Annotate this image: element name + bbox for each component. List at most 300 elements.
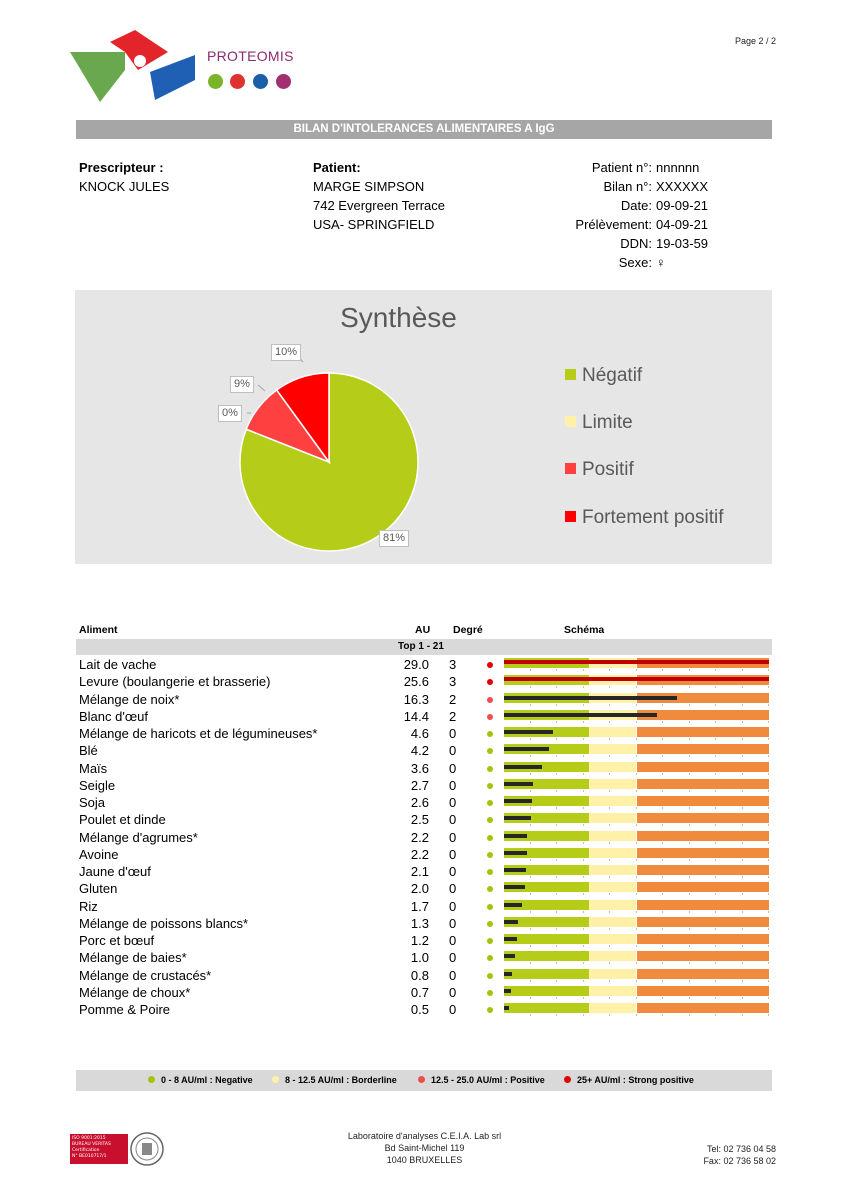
id-value: ♀: [656, 255, 666, 270]
scale-tick: [556, 738, 557, 740]
scale-tick: [556, 1014, 557, 1016]
scale-tick: [768, 686, 769, 688]
scale-tick: [636, 876, 637, 878]
table-row: [79, 949, 772, 966]
degree-value: 2: [449, 708, 457, 724]
lab-city: 1040 BRUXELLES: [386, 1155, 463, 1165]
synthese-chart: [75, 290, 772, 564]
au-value: 3.6: [410, 760, 429, 776]
zone-positive: [637, 796, 770, 806]
scale-tick: [530, 773, 531, 775]
scale-tick: [689, 704, 690, 706]
scale-tick: [583, 824, 584, 826]
scale-tick: [556, 807, 557, 809]
scale-tick: [636, 997, 637, 999]
scale-tick: [768, 911, 769, 913]
value-bar: [504, 972, 512, 976]
scale-tick: [742, 876, 743, 878]
scale-tick: [583, 721, 584, 723]
scale-tick: [530, 704, 531, 706]
scale-tick: [689, 686, 690, 688]
zone-positive: [637, 900, 770, 910]
food-name: Lait de vache: [79, 657, 157, 672]
food-name: Mélange de poissons blancs*: [79, 915, 249, 931]
scale-tick: [742, 980, 743, 982]
pie-leader-line: [258, 385, 265, 391]
status-dot: [487, 679, 493, 685]
status-dot: [487, 869, 493, 875]
zone-positive: [637, 727, 770, 737]
scale-tick: [742, 928, 743, 930]
zone-borderline: [589, 986, 637, 996]
patient-name: MARGE SIMPSON: [313, 179, 425, 194]
scale-tick: [530, 755, 531, 757]
food-name: Mélange d'agrumes*: [79, 829, 198, 845]
scale-tick: [715, 980, 716, 982]
scale-tick: [742, 962, 743, 964]
table-row: [79, 794, 772, 811]
value-bar: [504, 782, 533, 786]
schema-bar: [504, 969, 769, 982]
table-row: [79, 984, 772, 1001]
food-name: Mélange de choux*: [79, 984, 191, 1000]
scale-tick: [530, 738, 531, 740]
food-name: Soja: [79, 795, 106, 810]
scale-tick: [715, 893, 716, 895]
pie-label-positif: 9%: [230, 376, 254, 393]
scale-tick: [662, 980, 663, 982]
zone-borderline: [589, 727, 637, 737]
scale-tick: [742, 755, 743, 757]
scale-tick: [715, 790, 716, 792]
scale-tick: [662, 842, 663, 844]
scale-tick: [768, 842, 769, 844]
scale-tick: [662, 876, 663, 878]
food-name: Blé: [79, 743, 98, 759]
scale-tick: [768, 721, 769, 723]
id-label: Sexe:: [618, 255, 652, 270]
scale-tick: [768, 669, 769, 671]
legend-strong-positive: [564, 1070, 694, 1091]
scale-tick: [662, 928, 663, 930]
zone-negative: [504, 1003, 589, 1013]
zone-positive: [637, 934, 770, 944]
schema-bar: [504, 744, 769, 757]
status-dot: [487, 904, 493, 910]
id-row: [520, 196, 722, 215]
zone-negative: [504, 986, 589, 996]
scale-tick: [768, 738, 769, 740]
scale-tick: [742, 721, 743, 723]
scale-tick: [689, 928, 690, 930]
scale-tick: [768, 997, 769, 999]
pie-label-limite: 0%: [218, 405, 242, 422]
degree-value: 0: [449, 760, 457, 776]
prescriber-label: Prescripteur :: [79, 160, 164, 175]
scale-tick: [715, 997, 716, 999]
proteomis-logo: [70, 30, 310, 110]
value-bar: [504, 885, 525, 889]
iso-line: ISO 9001:2015: [72, 1136, 106, 1141]
legend-label: Positif: [582, 459, 634, 480]
schema-bar: [504, 917, 769, 930]
legend-limite: [565, 412, 633, 434]
col-aliment: Aliment: [79, 624, 118, 636]
scale-tick: [742, 842, 743, 844]
scale-tick: [609, 980, 610, 982]
scale-tick: [768, 859, 769, 861]
scale-tick: [636, 669, 637, 671]
table-row: [79, 760, 772, 777]
scale-tick: [556, 928, 557, 930]
legend-label: Fortement positif: [582, 507, 724, 528]
scale-tick: [768, 945, 769, 947]
brand-dot-blue: [253, 74, 268, 89]
scale-tick: [530, 893, 531, 895]
schema-bar: [504, 831, 769, 844]
scale-tick: [715, 824, 716, 826]
scale-tick: [530, 997, 531, 999]
au-value: 1.3: [410, 915, 429, 931]
degree-value: 0: [449, 829, 457, 845]
scale-tick: [609, 893, 610, 895]
zone-positive: [637, 917, 770, 927]
schema-bar: [504, 848, 769, 861]
au-value: 0.7: [410, 984, 429, 1000]
scale-tick: [609, 1014, 610, 1016]
legend-borderline: [272, 1070, 397, 1091]
zone-positive: [637, 882, 770, 892]
scale-tick: [689, 962, 690, 964]
status-dot: [487, 697, 493, 703]
scale-tick: [636, 773, 637, 775]
scale-tick: [609, 859, 610, 861]
scale-tick: [636, 721, 637, 723]
schema-bar: [504, 865, 769, 878]
scale-tick: [609, 773, 610, 775]
scale-tick: [662, 824, 663, 826]
scale-tick: [689, 807, 690, 809]
schema-bar: [504, 779, 769, 792]
scale-tick: [689, 911, 690, 913]
table-row: [79, 863, 772, 880]
status-dot: [487, 921, 493, 927]
col-degre: Degré: [453, 624, 483, 636]
value-bar: [504, 937, 517, 941]
scale-tick: [768, 807, 769, 809]
group-label: Top 1 - 21: [398, 641, 444, 652]
scale-tick: [662, 807, 663, 809]
zone-positive: [637, 744, 770, 754]
scale-tick: [583, 704, 584, 706]
table-header: [79, 624, 772, 638]
table-row: [79, 829, 772, 846]
id-label: DDN:: [620, 236, 652, 251]
legend-swatch: [565, 511, 576, 522]
scale-tick: [530, 980, 531, 982]
value-bar: [504, 747, 549, 751]
scale-tick: [530, 1014, 531, 1016]
id-row: [520, 177, 722, 196]
zone-borderline: [589, 848, 637, 858]
scale-tick: [609, 911, 610, 913]
food-name: Avoine: [79, 846, 119, 862]
food-name: Poulet et dinde: [79, 812, 166, 828]
au-value: 1.2: [410, 933, 429, 948]
schema-bar: [504, 675, 769, 688]
legend-dot: [418, 1076, 425, 1083]
zone-negative: [504, 951, 589, 961]
status-dot: [487, 1007, 493, 1013]
value-bar: [504, 903, 522, 907]
scale-tick: [556, 824, 557, 826]
degree-value: 0: [449, 864, 457, 879]
scale-tick: [530, 945, 531, 947]
value-bar: [504, 765, 542, 769]
value-bar: [504, 696, 677, 700]
scale-tick: [556, 962, 557, 964]
degree-value: 0: [449, 915, 457, 931]
scale-tick: [636, 755, 637, 757]
prescriber-name: KNOCK JULES: [79, 179, 170, 194]
scale-tick: [609, 842, 610, 844]
scale-tick: [742, 911, 743, 913]
scale-tick: [636, 962, 637, 964]
scale-tick: [609, 928, 610, 930]
legend-swatch: [565, 416, 576, 427]
value-bar: [504, 954, 515, 958]
scale-tick: [768, 980, 769, 982]
au-value: 1.7: [410, 898, 429, 914]
id-row: [520, 158, 722, 177]
id-value: 19-03-59: [656, 236, 709, 251]
scale-tick: [742, 704, 743, 706]
zone-borderline: [589, 951, 637, 961]
scale-tick: [768, 704, 769, 706]
scale-tick: [742, 859, 743, 861]
zone-borderline: [589, 813, 637, 823]
value-bar: [504, 920, 518, 924]
scale-tick: [609, 686, 610, 688]
zone-borderline: [589, 762, 637, 772]
degree-value: 0: [449, 846, 457, 862]
table-row: [79, 880, 772, 897]
id-row: [520, 234, 722, 253]
food-name: Maïs: [79, 760, 108, 776]
zone-borderline: [589, 1003, 637, 1013]
food-name: Mélange de baies*: [79, 950, 187, 966]
au-value: 2.0: [410, 881, 429, 897]
degree-value: 0: [449, 967, 457, 983]
legend-negatif: [565, 365, 642, 387]
scale-tick: [609, 721, 610, 723]
legend-text: 25+ AU/ml : Strong positive: [577, 1075, 694, 1085]
id-label: Prélèvement:: [575, 217, 652, 232]
scale-tick: [662, 997, 663, 999]
zone-positive: [637, 831, 770, 841]
au-value: 2.5: [410, 812, 429, 828]
brand-dot-purple: [276, 74, 291, 89]
zone-positive: [637, 762, 770, 772]
degree-value: 0: [449, 881, 457, 897]
scale-tick: [556, 669, 557, 671]
value-bar: [504, 816, 531, 820]
scale-tick: [662, 893, 663, 895]
scale-tick: [662, 704, 663, 706]
legend-positive: [418, 1070, 545, 1091]
schema-bar: [504, 882, 769, 895]
scale-tick: [715, 945, 716, 947]
legend-label: Limite: [582, 412, 633, 433]
food-name: Mélange de haricots et de légumineuses*: [79, 726, 318, 741]
scale-tick: [583, 893, 584, 895]
patient-label: Patient:: [313, 160, 361, 175]
patient-address-2: USA- SPRINGFIELD: [313, 217, 435, 232]
table-row: [79, 811, 772, 828]
au-value: 0.5: [410, 1002, 429, 1017]
scale-tick: [689, 738, 690, 740]
zone-positive: [637, 1003, 770, 1013]
scale-tick: [689, 997, 690, 999]
food-name: Porc et bœuf: [79, 933, 155, 948]
scale-tick: [715, 911, 716, 913]
scale-tick: [556, 876, 557, 878]
scale-tick: [583, 997, 584, 999]
scale-tick: [609, 807, 610, 809]
scale-tick: [742, 893, 743, 895]
status-dot: [487, 783, 493, 789]
schema-bar: [504, 727, 769, 740]
scale-tick: [742, 738, 743, 740]
zone-positive: [637, 951, 770, 961]
scale-tick: [583, 962, 584, 964]
schema-bar: [504, 796, 769, 809]
status-dot: [487, 973, 493, 979]
scale-tick: [556, 686, 557, 688]
scale-tick: [715, 686, 716, 688]
group-band: [76, 639, 772, 655]
scale-tick: [583, 686, 584, 688]
scale-tick: [609, 704, 610, 706]
au-value: 2.1: [410, 864, 429, 879]
scale-tick: [636, 686, 637, 688]
brand-name: PROTEOMIS: [207, 48, 294, 64]
id-label: Bilan n°:: [603, 179, 652, 194]
legend-dot: [272, 1076, 279, 1083]
scale-tick: [583, 980, 584, 982]
scale-tick: [662, 790, 663, 792]
scale-tick: [556, 704, 557, 706]
scale-tick: [662, 773, 663, 775]
status-dot: [487, 800, 493, 806]
scale-tick: [636, 945, 637, 947]
scale-tick: [636, 928, 637, 930]
id-value: XXXXXX: [656, 179, 709, 194]
au-value: 2.7: [410, 777, 429, 793]
legend-swatch: [565, 369, 576, 380]
scale-tick: [742, 669, 743, 671]
zone-positive: [637, 813, 770, 823]
scale-tick: [715, 928, 716, 930]
color-legend: [76, 1070, 772, 1091]
table-row: [79, 1001, 772, 1018]
iso-line: Certification: [72, 1148, 100, 1153]
degree-value: 0: [449, 743, 457, 759]
scale-tick: [689, 721, 690, 723]
scale-tick: [583, 790, 584, 792]
legend-positif: [565, 459, 634, 481]
scale-tick: [636, 911, 637, 913]
food-name: Seigle: [79, 777, 116, 793]
table-row: [79, 898, 772, 915]
scale-tick: [636, 893, 637, 895]
scale-tick: [556, 911, 557, 913]
lab-name: Laboratoire d'analyses C.E.I.A. Lab srl: [347, 1131, 502, 1141]
scale-tick: [556, 755, 557, 757]
au-value: 14.4: [403, 708, 429, 724]
degree-value: 0: [449, 984, 457, 1000]
status-dot: [487, 938, 493, 944]
food-name: Jaune d'œuf: [79, 864, 151, 879]
scale-tick: [715, 876, 716, 878]
legend-text: 8 - 12.5 AU/ml : Borderline: [285, 1075, 397, 1085]
scale-tick: [742, 997, 743, 999]
scale-tick: [689, 1014, 690, 1016]
scale-tick: [715, 704, 716, 706]
scale-tick: [662, 721, 663, 723]
table-row: [79, 932, 772, 949]
scale-tick: [556, 945, 557, 947]
table-row: [79, 967, 772, 984]
lab-fax: Fax: 02 736 58 02: [703, 1156, 776, 1166]
food-name: Pomme & Poire: [79, 1002, 171, 1017]
scale-tick: [530, 962, 531, 964]
id-label: Date:: [620, 198, 652, 213]
scale-tick: [689, 824, 690, 826]
brand-dot-red: [230, 74, 245, 89]
scale-tick: [662, 1014, 663, 1016]
schema-bar: [504, 658, 769, 671]
au-value: 1.0: [410, 950, 429, 966]
chart-title: Synthèse: [340, 302, 457, 333]
scale-tick: [662, 686, 663, 688]
degree-value: 0: [449, 950, 457, 966]
scale-tick: [556, 790, 557, 792]
degree-value: 0: [449, 1002, 457, 1017]
table-row: [79, 742, 772, 759]
au-value: 25.6: [403, 674, 429, 690]
scale-tick: [662, 669, 663, 671]
table-row: [79, 708, 772, 725]
legend-label: Négatif: [582, 365, 643, 386]
report-title-banner: BILAN D'INTOLERANCES ALIMENTAIRES A IgG: [76, 120, 772, 139]
schema-bar: [504, 951, 769, 964]
legend-text: 0 - 8 AU/ml : Negative: [161, 1075, 253, 1085]
zone-borderline: [589, 934, 637, 944]
scale-tick: [768, 755, 769, 757]
value-bar: [504, 868, 526, 872]
scale-tick: [715, 859, 716, 861]
scale-tick: [636, 790, 637, 792]
scale-tick: [715, 773, 716, 775]
scale-tick: [636, 807, 637, 809]
scale-tick: [662, 945, 663, 947]
zone-borderline: [589, 882, 637, 892]
scale-tick: [530, 911, 531, 913]
scale-tick: [583, 773, 584, 775]
scale-tick: [689, 669, 690, 671]
id-label: Patient n°:: [591, 160, 652, 175]
